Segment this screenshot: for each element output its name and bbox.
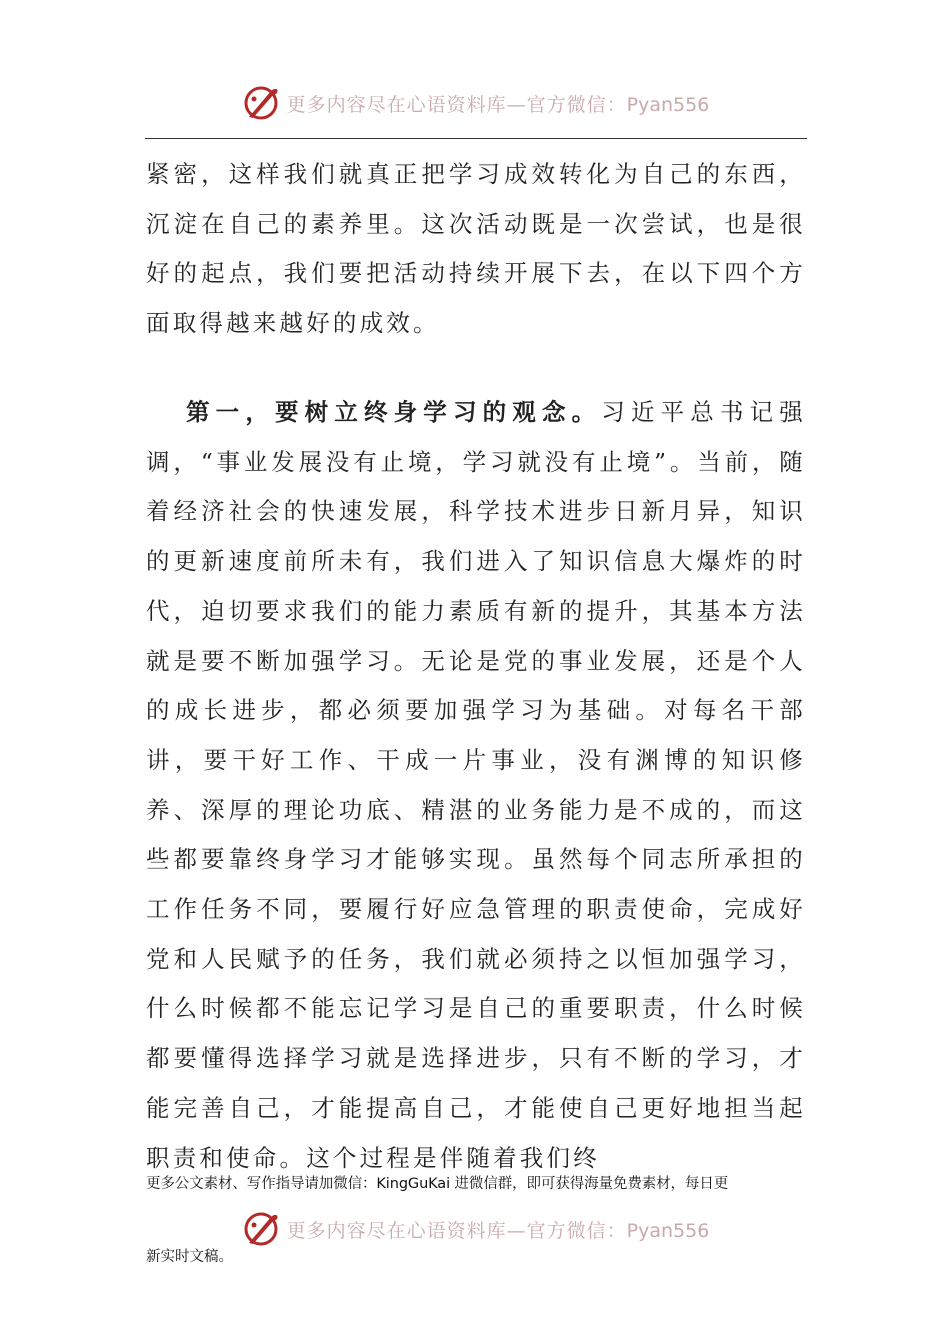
paragraph-1: 紧密，这样我们就真正把学习成效转化为自己的东西，沉淀在自己的素养里。这次活动既是一次尝试，也是很好的起点，我们要把活动持续开展下去，在以下四个方面取得越来越好的成效。 bbox=[146, 160, 806, 338]
footer-line-1: 更多公文素材、写作指导请加微信：KingGuKai 进微信群，即可获得海量免费素材，每日更 bbox=[146, 1176, 729, 1192]
paragraph-2-body: 习近平总书记强调，“事业发展没有止境，学习就没有止境”。当前，随着经济社会的快速发展，科学技术进步日新月异，知识的更新速度前所未有，我们进入了知识信息大爆炸的时代，迫切要求我们的能力素质有新的提升，其基本方法就是要不断加强学习。无论是党的事业发展，还是个人的成长进步，都必须要加强学习为基础。对每名干部讲，要干好工作、干成一片事业，没有渊博的知识修养、深厚的理论功底、精湛的业务能力是不成的，而这些都要靠终身学习才能够实现。虽然每个同志所承担的工作任务不同，要履行好应急管理的职责使命，完成好党和人民赋予的任务，我们就必须持之以恒加强学习，什么时候都不能忘记学习是自己的重要职责，什么时候都要懂得选择学习就是选择进步，只有不断的学习，才能完善自己，才能提高自己，才能使自己更好地担当起职责和使命。这个过程是伴随着我们终 bbox=[146, 398, 806, 1172]
header-divider bbox=[145, 138, 807, 139]
quill-pen-logo-icon bbox=[241, 1209, 281, 1249]
header-banner-text: 更多内容尽在心语资料库—官方微信：Pyan556 bbox=[286, 93, 710, 116]
footer-banner-text: 更多内容尽在心语资料库—官方微信：Pyan556 bbox=[286, 1219, 710, 1242]
header-banner bbox=[0, 80, 950, 126]
paragraph-2-lead: 第一，要树立终身学习的观念。 bbox=[186, 398, 602, 426]
footer-wechat-handle: Pyan556 bbox=[626, 1219, 710, 1242]
header-wechat-handle: Pyan556 bbox=[626, 93, 710, 116]
quill-pen-logo-icon bbox=[241, 83, 281, 123]
footer-line-2: 新实时文稿。 bbox=[146, 1249, 233, 1265]
paragraph-2 bbox=[146, 388, 806, 1183]
